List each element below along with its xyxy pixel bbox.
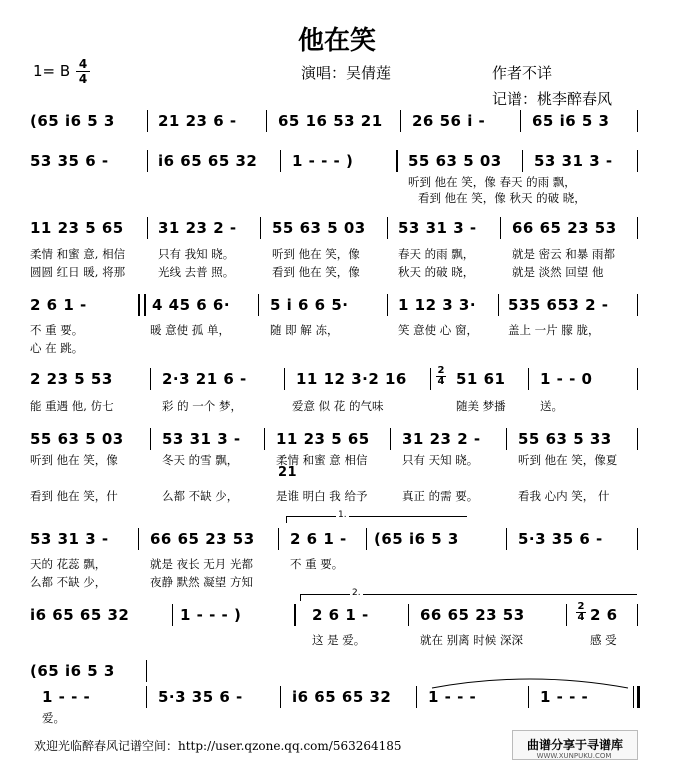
footer-note: 欢迎光临醉春风记谱空间：http://user.qzone.qq.com/563264185: [34, 739, 402, 753]
bar-line: [387, 217, 388, 239]
measure: i6 65 65 32: [292, 688, 392, 706]
bar-line: [506, 428, 507, 450]
measure: i6 65 65 32: [30, 606, 130, 624]
lyric: 随 即 解 冻，: [270, 323, 339, 337]
lyric: 爱意 似 花 的气味: [292, 399, 384, 413]
lyric-line-1: 听到 他在 笑，像 春天 的雨 飘，: [408, 175, 576, 189]
measure: 65 i6 5 3: [532, 112, 610, 130]
lyric: 冬天 的雪 飘，: [162, 453, 239, 467]
bar-line: [637, 294, 638, 316]
measure: 1 - - -: [428, 688, 477, 706]
volta-label-1: 1.: [338, 510, 347, 520]
measure: 55 63 5 03: [408, 152, 502, 170]
lyric: 就是 夜长 无月 光都: [150, 557, 253, 571]
lyric: 么都 不缺 少，: [30, 575, 107, 589]
badge-url: WWW.XUNPUKU.COM: [536, 752, 612, 760]
lyric: 光线 去普 照。: [158, 265, 235, 279]
measure: 26 56 i -: [412, 112, 486, 130]
lyric: 秋天 的破 晓，: [398, 265, 475, 279]
bar-line: [150, 428, 151, 450]
measure: 1 12 3 3·: [398, 296, 477, 314]
measure: 66 65 23 53: [420, 606, 525, 624]
bar-line: [366, 528, 367, 550]
singer: 演唱：吴倩莲: [301, 64, 392, 82]
time-change: [576, 602, 586, 623]
bar-line: [637, 110, 638, 132]
bar-line: [258, 294, 259, 316]
repeat-start-bar: [144, 294, 146, 316]
bar-line: [416, 686, 417, 708]
time-change-top: 2: [577, 601, 585, 612]
bar-line: [637, 528, 638, 550]
bar-line: [387, 294, 388, 316]
lyric: 听到 他在 笑，像夏: [518, 453, 618, 467]
measure: 1 - - -: [540, 688, 589, 706]
measure: 4 45 6 6·: [152, 296, 231, 314]
bar-line: [147, 110, 148, 132]
bar-line: [284, 368, 285, 390]
lyric: 天的 花蕊 飘，: [30, 557, 107, 571]
lyric: 送。: [540, 399, 563, 413]
measure: (65 i6 5 3: [374, 530, 459, 548]
bar-line: [500, 217, 501, 239]
measure: 53 35 6 -: [30, 152, 109, 170]
measure: 31 23 2 -: [402, 430, 481, 448]
volta-bracket-1: [286, 516, 467, 523]
bar-line: [637, 150, 638, 172]
bar-line: [172, 604, 173, 626]
measure: i6 65 65 32: [158, 152, 258, 170]
measure: 1 - - - ): [180, 606, 242, 624]
bar-line: [637, 217, 638, 239]
lyric: 柔情 和蜜 意, 相信: [30, 247, 126, 261]
bar-line: [400, 110, 401, 132]
measure: 1 - - 0: [540, 370, 593, 388]
measure: 11 12 3·2 16: [296, 370, 407, 388]
measure: 53 31 3 -: [534, 152, 613, 170]
repeat-end-bar: [294, 604, 296, 626]
lyric: 听到 他在 笑，像: [30, 453, 118, 467]
lyric: 感 受: [590, 633, 617, 647]
measure: 1 - - -: [42, 688, 91, 706]
bar-line: [264, 428, 265, 450]
measure: 2·3 21 6 -: [162, 370, 247, 388]
bar-line: [498, 294, 499, 316]
lyric: 不 重 要。: [30, 323, 84, 337]
measure: 31 23 2 -: [158, 219, 237, 237]
bar-line: [138, 528, 139, 550]
measure: 2 6 1 -: [290, 530, 347, 548]
transcriber: 记谱：桃李醉春风: [492, 90, 613, 108]
bar-line: [637, 604, 638, 626]
lyric: 柔情 和蜜 意 相信: [276, 453, 368, 467]
lyric: 么都 不缺 少，: [162, 489, 239, 503]
measure: 66 65 23 53: [150, 530, 255, 548]
lyric: 就在 别离 时候 深深: [420, 633, 523, 647]
bar-line: [147, 217, 148, 239]
bar-line: [150, 368, 151, 390]
lyric: 彩 的 一个 梦，: [162, 399, 242, 413]
lyric: 爱。: [42, 711, 65, 725]
bar-line: [390, 428, 391, 450]
time-change-bottom: 4: [437, 376, 445, 387]
bar-line: [280, 686, 281, 708]
time-signature: [76, 58, 90, 85]
lyric: 春天 的雨 飘，: [398, 247, 475, 261]
bar-line: [280, 150, 281, 172]
measure: 5·3 35 6 -: [518, 530, 603, 548]
measure: 2 6 1 -: [312, 606, 369, 624]
lyric: 只有 天知 晓。: [402, 453, 479, 467]
measure: 53 31 3 -: [30, 530, 109, 548]
measure: (65 i6 5 3: [30, 662, 115, 680]
measure: 5·3 35 6 -: [158, 688, 243, 706]
lyric: 就是 淡然 回望 他: [512, 265, 604, 279]
lyric: 只有 我知 晓。: [158, 247, 235, 261]
lyric: 随美 梦播: [456, 399, 506, 413]
composer: 作者不详: [492, 64, 553, 82]
bar-line: [528, 368, 529, 390]
lyric: 这 是 爱。: [312, 633, 366, 647]
lyric: 就是 密云 和暴 雨都: [512, 247, 615, 261]
lyric: 看到 他在 笑，像: [272, 265, 360, 279]
bar-line: [506, 528, 507, 550]
key-signature: 1= B: [33, 62, 71, 80]
measure: 11 23 5 65: [276, 430, 370, 448]
bar-line: [430, 368, 431, 390]
bar-line: [146, 660, 147, 682]
bar-line: [522, 150, 523, 172]
measure: 535 653 2 -: [508, 296, 609, 314]
time-change-top: 2: [437, 365, 445, 376]
song-title: 他在笑: [297, 26, 376, 56]
bar-line: [260, 217, 261, 239]
lyric: 笑 意使 心 窗，: [398, 323, 478, 337]
measure: 21 23 6 -: [158, 112, 237, 130]
time-sig-top: 4: [78, 57, 88, 71]
final-bar-thick: [637, 686, 640, 708]
repeat-end-bar: [138, 294, 140, 316]
measure: 2 6 1 -: [30, 296, 87, 314]
measure: 2 23 5 53: [30, 370, 113, 388]
lyric: 圆圆 红日 暖, 将那: [30, 265, 126, 279]
lyric: 听到 他在 笑，像: [272, 247, 360, 261]
tie-arc: [430, 676, 630, 690]
measure: 51 61: [456, 370, 506, 388]
measure: 1 - - - ): [292, 152, 354, 170]
bar-line: [637, 428, 638, 450]
lyric: 暖 意使 孤 单，: [150, 323, 230, 337]
lyric: 盖上 一片 朦 胧，: [508, 323, 600, 337]
volta-label-2: 2.: [352, 588, 361, 598]
bar-line: [520, 110, 521, 132]
measure: 5 i 6 6 5·: [270, 296, 349, 314]
lyric: 能 重遇 他, 仿七: [30, 399, 114, 413]
measure: 2 6: [590, 606, 618, 624]
lyric: 看到 他在 笑，什: [30, 489, 118, 503]
measure: 66 65 23 53: [512, 219, 617, 237]
measure: 11 23 5 65: [30, 219, 124, 237]
bar-line: [266, 110, 267, 132]
lyric: 不 重 要。: [290, 557, 344, 571]
final-bar-thin: [633, 686, 634, 708]
bar-line: [637, 368, 638, 390]
bar-line: [566, 604, 567, 626]
time-sig-bottom: 4: [78, 72, 88, 86]
lyric: 是谁 明白 我 给予: [276, 489, 368, 503]
measure: (65 i6 5 3: [30, 112, 115, 130]
lyric: 看我 心内 笑， 什: [518, 489, 610, 503]
bar-line: [278, 528, 279, 550]
measure: 55 63 5 03: [30, 430, 124, 448]
measure: 55 63 5 03: [272, 219, 366, 237]
time-change-bottom: 4: [577, 612, 585, 623]
measure: 65 16 53 21: [278, 112, 383, 130]
time-change: [436, 366, 446, 387]
bar-line: [408, 604, 409, 626]
lyric: 真正 的需 要。: [402, 489, 479, 503]
repeat-start-bar: [396, 150, 398, 172]
measure: 55 63 5 33: [518, 430, 612, 448]
lyric: 夜静 默然 凝望 方知: [150, 575, 253, 589]
measure: 53 31 3 -: [162, 430, 241, 448]
lyric-line-2: 看到 他在 笑，像 秋天 的破 晓，: [418, 191, 586, 205]
badge-text: 曲谱分享于寻谱库: [526, 738, 623, 752]
alt-notes: 21: [278, 465, 298, 480]
bar-line: [146, 686, 147, 708]
measure: 53 31 3 -: [398, 219, 477, 237]
lyric: 心 在 跳。: [30, 341, 84, 355]
bar-line: [147, 150, 148, 172]
